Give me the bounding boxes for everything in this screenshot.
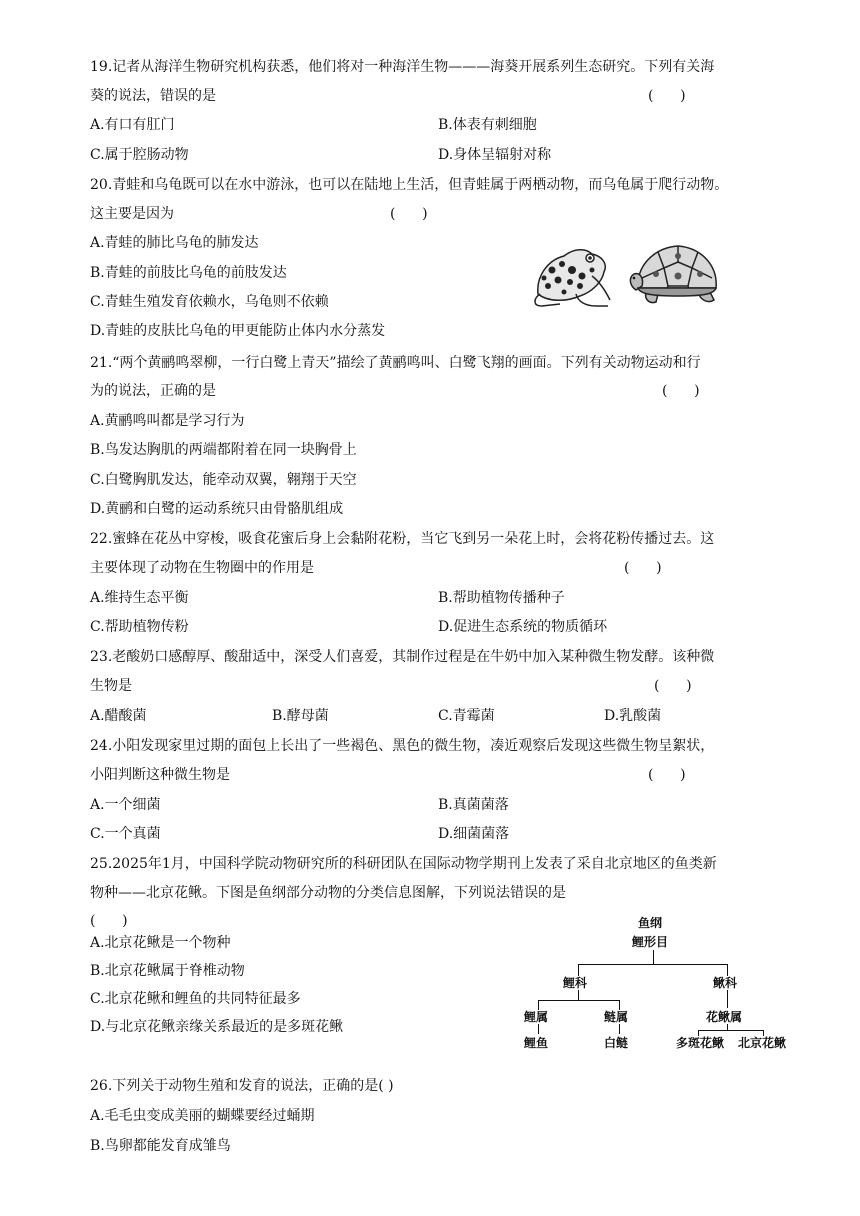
q21-answer-paren: ( ): [662, 383, 700, 399]
tree-node-genus-silvercarp: 鲢属: [604, 1010, 629, 1024]
q20-option-a: A.青蛙的肺比乌龟的肺发达: [90, 235, 259, 251]
q25-stem-line2: 物种——北京花鳅。下图是鱼纲部分动物的分类信息图解，下列说法错误的是: [90, 885, 566, 901]
q25-option-b: B.北京花鳅属于脊椎动物: [90, 963, 245, 979]
q22-stem-line2: 主要体现了动物在生物圈中的作用是: [90, 560, 314, 576]
q19-stem-line1: 19.记者从海洋生物研究机构获悉，他们将对一种海洋生物———海葵开展系列生态研究。下列有关海: [90, 59, 715, 75]
q24-stem-line1: 24.小阳发现家里过期的面包上长出了一些褐色、黑色的微生物，凑近观察后发现这些微生物呈絮状，: [90, 738, 715, 754]
q23-option-d: D.乳酸菌: [604, 708, 662, 724]
q19-answer-paren: ( ): [648, 88, 686, 104]
q22-answer-paren: ( ): [624, 560, 662, 576]
q26-option-b: B.鸟卵都能发育成雏鸟: [90, 1138, 231, 1154]
q19-stem-line2: 葵的说法，错误的是: [90, 88, 216, 104]
q19-option-c: C.属于腔肠动物: [90, 147, 189, 163]
q23-option-b: B.酵母菌: [272, 708, 329, 724]
turtle-figure: [628, 238, 728, 310]
q20-stem-line1: 20.青蛙和乌龟既可以在水中游泳，也可以在陆地上生活，但青蛙属于两栖动物，而乌龟属于爬行动物。: [90, 177, 729, 193]
tree-node-family-right: 鳅科: [713, 976, 738, 990]
tree-node-species-beijing-loach: 北京花鳅: [738, 1036, 787, 1050]
q25-answer-paren: ( ): [90, 913, 128, 929]
q26-option-a: A.毛毛虫变成美丽的蝴蝶要经过蛹期: [90, 1108, 315, 1124]
q21-stem-line1: 21.“两个黄鹂鸣翠柳，一行白鹭上青天”描绘了黄鹂鸣叫、白鹭飞翔的画面。下列有关动物运动和行: [90, 355, 701, 371]
q22-option-b: B.帮助植物传播种子: [438, 590, 565, 606]
tree-node-genus-loach: 花鳅属: [706, 1010, 743, 1024]
q19-option-d: D.身体呈辐射对称: [438, 147, 552, 163]
q21-option-c: C.白鹭胸肌发达，能牵动双翼，翱翔于天空: [90, 472, 357, 488]
tree-node-family-left: 鲤科: [563, 976, 588, 990]
tree-node-species-silvercarp: 白鲢: [604, 1036, 629, 1050]
q22-option-c: C.帮助植物传粉: [90, 619, 189, 635]
q22-option-a: A.维持生态平衡: [90, 590, 189, 606]
q20-option-c: C.青蛙生殖发育依赖水，乌龟则不依赖: [90, 294, 329, 310]
tree-node-species-carp: 鲤鱼: [524, 1036, 549, 1050]
q22-stem-line1: 22.蜜蜂在花丛中穿梭，吸食花蜜后身上会黏附花粉，当它飞到另一朵花上时，会将花粉传播过去。这: [90, 531, 715, 547]
q24-option-a: A.一个细菌: [90, 797, 161, 813]
q25-stem-line1: 25.2025年1月，中国科学院动物研究所的科研团队在国际动物学期刊上发表了采自北京地区的鱼类新: [90, 856, 717, 872]
tree-node-genus-carp: 鲤属: [524, 1010, 549, 1024]
q21-option-d: D.黄鹂和白鹭的运动系统只由骨骼肌组成: [90, 501, 344, 517]
q20-stem-line2: 这主要是因为: [90, 206, 174, 222]
q23-stem-line1: 23.老酸奶口感醇厚、酸甜适中，深受人们喜爱，其制作过程是在牛奶中加入某种微生物发酵。该种微: [90, 649, 715, 665]
q21-stem-line2: 为的说法，正确的是: [90, 383, 216, 399]
q23-answer-paren: ( ): [654, 678, 692, 694]
q19-option-a: A.有口有肛门: [90, 117, 175, 133]
q23-option-c: C.青霉菌: [438, 708, 495, 724]
q24-answer-paren: ( ): [648, 767, 686, 783]
q20-option-b: B.青蛙的前肢比乌龟的前肢发达: [90, 265, 287, 281]
tree-node-species-spotted-loach: 多斑花鳅: [676, 1036, 725, 1050]
tree-node-order: 鲤形目: [632, 935, 669, 949]
q20-option-d: D.青蛙的皮肤比乌龟的甲更能防止体内水分蒸发: [90, 323, 386, 339]
tree-node-class: 鱼纲: [638, 916, 663, 930]
q23-stem-line2: 生物是: [90, 678, 132, 694]
q23-option-a: A.醋酸菌: [90, 708, 147, 724]
q19-option-b: B.体表有刺细胞: [438, 117, 537, 133]
q24-option-b: B.真菌菌落: [438, 797, 509, 813]
turtle-icon: [628, 238, 728, 310]
q24-option-c: C.一个真菌: [90, 826, 161, 842]
q21-option-a: A.黄鹂鸣叫都是学习行为: [90, 413, 245, 429]
fish-classification-diagram: [520, 908, 800, 1058]
q25-option-c: C.北京花鳅和鲤鱼的共同特征最多: [90, 991, 301, 1007]
q21-option-b: B.鸟发达胸肌的两端都附着在同一块胸骨上: [90, 442, 357, 458]
q26-stem-line1: 26.下列关于动物生殖和发育的说法，正确的是( ): [90, 1078, 394, 1094]
q22-option-d: D.促进生态系统的物质循环: [438, 619, 608, 635]
q20-answer-paren: ( ): [390, 206, 428, 222]
q25-option-d: D.与北京花鳅亲缘关系最近的是多斑花鳅: [90, 1019, 344, 1035]
q25-option-a: A.北京花鳅是一个物种: [90, 935, 231, 951]
q24-stem-line2: 小阳判断这种微生物是: [90, 767, 230, 783]
q24-option-d: D.细菌菌落: [438, 826, 510, 842]
